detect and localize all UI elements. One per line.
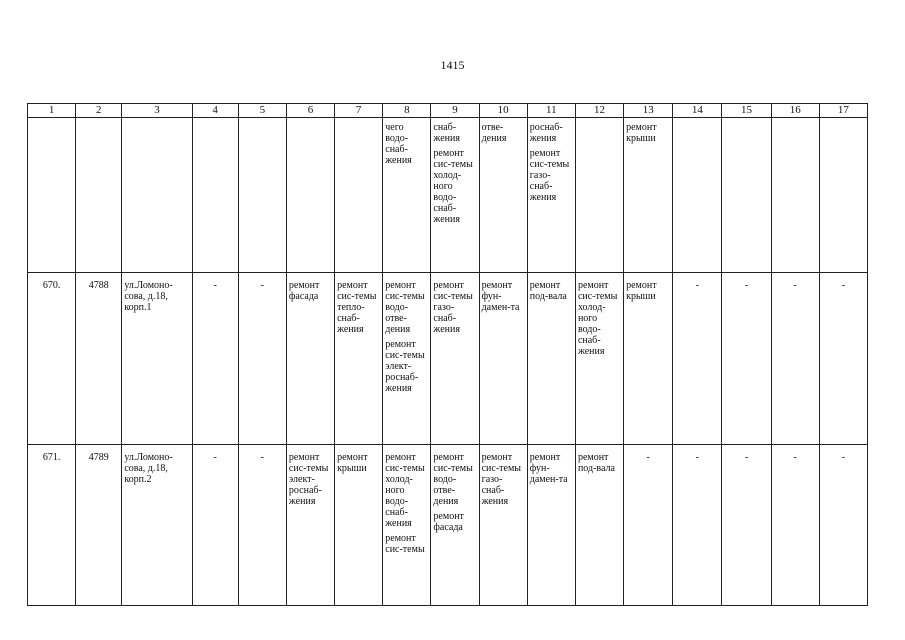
- dash-cell: -: [819, 445, 867, 606]
- work-cell: [527, 445, 575, 606]
- dash-cell: -: [673, 445, 722, 606]
- column-number: 16: [771, 104, 819, 118]
- work-cell: [431, 118, 479, 273]
- row-number: 670.: [28, 273, 76, 445]
- dash-cell: -: [722, 445, 771, 606]
- work-cell: [383, 118, 431, 273]
- work-item: ремонт сис-темы элект-роснаб-жения: [385, 339, 425, 394]
- work-item: ремонт сис-темы водо-отве-дения: [385, 280, 425, 335]
- column-number: 8: [383, 104, 431, 118]
- work-item: ремонт сис-темы холод-ного водо-снаб-жения: [577, 280, 618, 357]
- column-number: 2: [76, 104, 122, 118]
- work-item: ремонт фасада: [433, 511, 464, 533]
- column-number: 5: [238, 104, 286, 118]
- work-item: ремонт под-вала: [529, 280, 567, 302]
- work-item: ремонт сис-темы водо-отве-дения: [433, 452, 473, 507]
- work-cell: [624, 273, 673, 445]
- work-item: ремонт фун-дамен-та: [481, 280, 520, 313]
- address-cell: ул.Ломоно-сова, д.18, корп.2: [122, 445, 192, 606]
- work-cell: [286, 445, 334, 606]
- dash-cell: -: [192, 273, 238, 445]
- column-number: 6: [286, 104, 334, 118]
- column-number: 4: [192, 104, 238, 118]
- work-item: ремонт сис-темы элект-роснаб-жения: [288, 452, 329, 507]
- work-item: роснаб-жения: [529, 122, 563, 144]
- column-number: 12: [575, 104, 623, 118]
- building-code: 4789: [76, 445, 122, 606]
- column-number: 13: [624, 104, 673, 118]
- work-cell: [575, 273, 623, 445]
- column-number: 10: [479, 104, 527, 118]
- continuation-row: [28, 118, 868, 273]
- work-item: ремонт крыши: [626, 122, 657, 144]
- address-cell: ул.Ломоно-сова, д.18, корп.1: [122, 273, 192, 445]
- register-table: [27, 103, 868, 606]
- work-cell: [431, 273, 479, 445]
- column-number: 11: [527, 104, 575, 118]
- work-item: ремонт под-вала: [577, 452, 615, 474]
- work-cell: [335, 445, 383, 606]
- work-cell: [383, 445, 431, 606]
- dash-cell: -: [771, 273, 819, 445]
- column-number: 7: [335, 104, 383, 118]
- column-number-row: [28, 104, 868, 118]
- work-cell: [431, 445, 479, 606]
- row-number: 671.: [28, 445, 76, 606]
- work-item: ремонт сис-темы: [385, 533, 425, 555]
- work-cell: [286, 273, 334, 445]
- work-item: ремонт сис-темы газо-снаб-жения: [529, 148, 570, 203]
- column-number: 3: [122, 104, 192, 118]
- work-cell: [335, 273, 383, 445]
- work-cell: [527, 273, 575, 445]
- work-cell: [479, 118, 527, 273]
- column-number: 1: [28, 104, 76, 118]
- work-cell: [479, 273, 527, 445]
- work-cell: [527, 118, 575, 273]
- column-number: 9: [431, 104, 479, 118]
- work-item: ремонт сис-темы холод-ного водо-снаб-жения: [433, 148, 473, 225]
- column-number: 15: [722, 104, 771, 118]
- column-number: 14: [673, 104, 722, 118]
- work-item: ремонт сис-темы тепло-снаб-жения: [337, 280, 377, 335]
- dash-cell: -: [722, 273, 771, 445]
- building-code: 4788: [76, 273, 122, 445]
- column-number: 17: [819, 104, 867, 118]
- work-cell: [575, 445, 623, 606]
- dash-cell: -: [819, 273, 867, 445]
- work-cell: [479, 445, 527, 606]
- table-row: [28, 445, 868, 606]
- work-cell: [624, 118, 673, 273]
- table-row: [28, 273, 868, 445]
- work-item: снаб-жения: [433, 122, 460, 144]
- work-item: ремонт фасада: [288, 280, 320, 302]
- dash-cell: -: [771, 445, 819, 606]
- dash-cell: -: [238, 273, 286, 445]
- page-number: 1415: [440, 58, 465, 72]
- work-item: ремонт сис-темы газо-снаб-жения: [433, 280, 473, 335]
- work-cell: [383, 273, 431, 445]
- work-item: чего водо-снаб-жения: [385, 122, 412, 166]
- dash-cell: -: [673, 273, 722, 445]
- work-item: ремонт сис-темы газо-снаб-жения: [481, 452, 522, 507]
- dash-cell: -: [624, 445, 673, 606]
- work-item: отве-дения: [481, 122, 507, 144]
- work-item: ремонт крыши: [337, 452, 368, 474]
- work-item: ремонт сис-темы холод-ного водо-снаб-жения: [385, 452, 425, 529]
- dash-cell: -: [192, 445, 238, 606]
- dash-cell: -: [238, 445, 286, 606]
- work-item: ремонт фун-дамен-та: [529, 452, 568, 485]
- work-item: ремонт крыши: [626, 280, 657, 302]
